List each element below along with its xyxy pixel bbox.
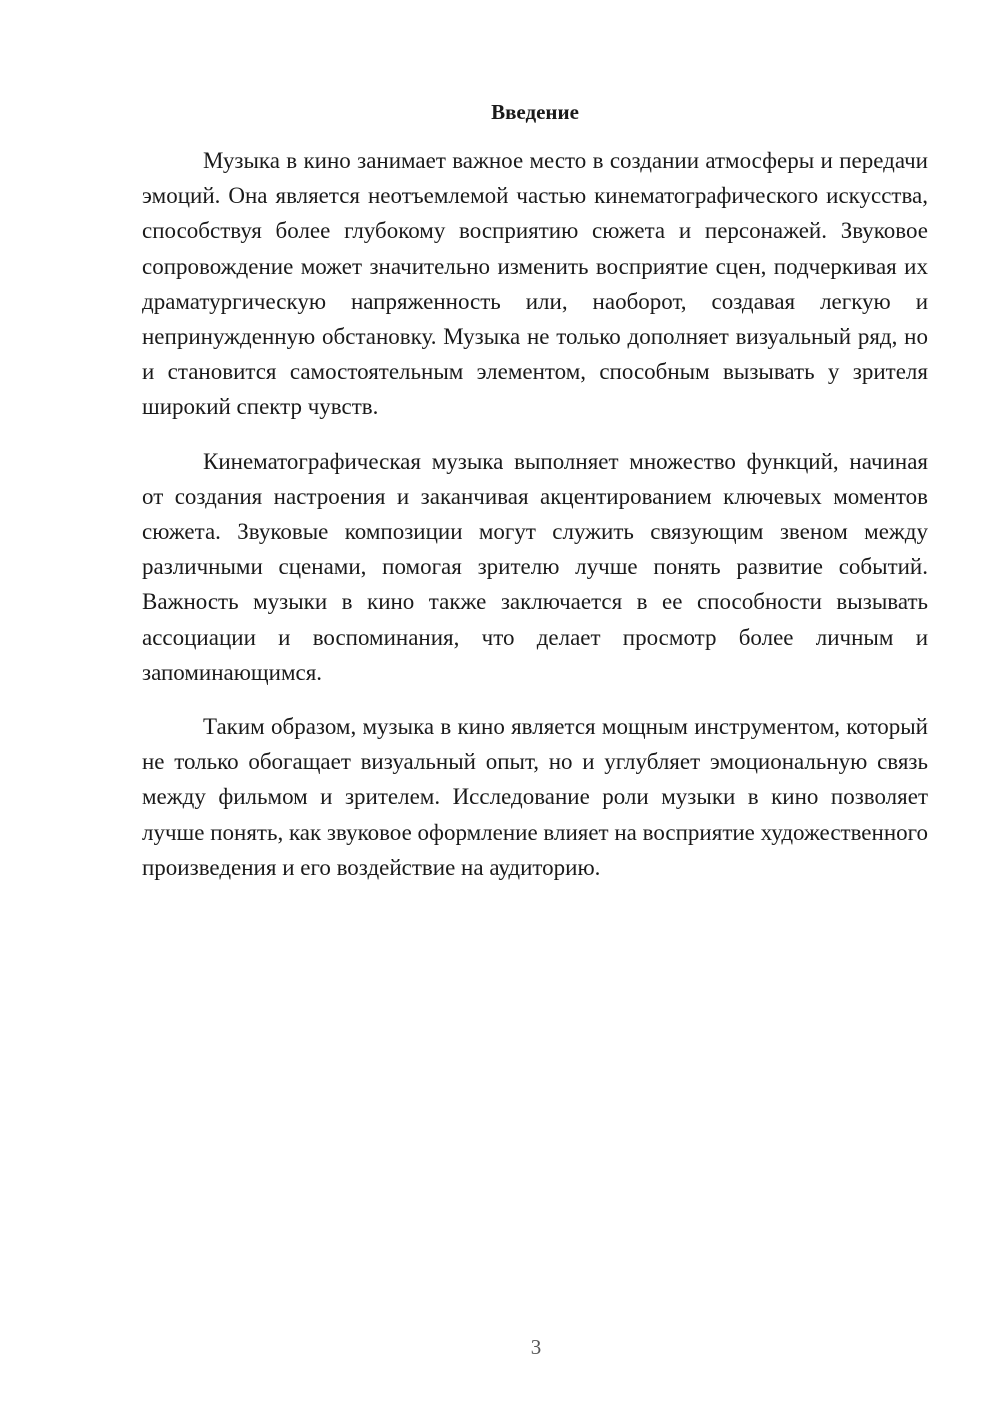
paragraph-3: Таким образом, музыка в кино является мощным инструментом, который не только обогащает визуальный опыт, но и углубляет эмоциональную связь между фильмом и зрителем. Исследование роли музыки в кино позволяет лучше понять, как звуковое оформление влияет на восприятие художественного произведения и его воздействие на аудиторию. bbox=[142, 714, 928, 880]
paragraph-2: Кинематографическая музыка выполняет множество функций, начиная от создания настроения и заканчивая акцентированием ключевых моментов сюжета. Звуковые композиции могут служить связующим звеном между различными сценами, помогая зрителю лучше понять развитие событий. Важность музыки в кино также заключается в ее способности вызывать ассоциации и воспоминания, что делает просмотр более личным и запоминающимся. bbox=[142, 448, 928, 685]
page-number: 3 bbox=[530, 1335, 542, 1359]
paragraph-1: Музыка в кино занимает важное место в создании атмосферы и передачи эмоций. Она является неотъемлемой частью кинематографического искусства, способствуя более глубокому восприятию сюжета и персонажей. Звуковое сопровождение может значительно изменить восприятие сцен, подчеркивая их драматургическую напряженность или, наоборот, создавая легкую и непринужденную обстановку. Музыка не только дополняет визуальный ряд, но и становится самостоятельным элементом, способным вызывать у зрителя широкий спектр чувств. bbox=[142, 148, 928, 420]
section-heading: Введение bbox=[491, 100, 579, 124]
body-text bbox=[142, 143, 928, 885]
